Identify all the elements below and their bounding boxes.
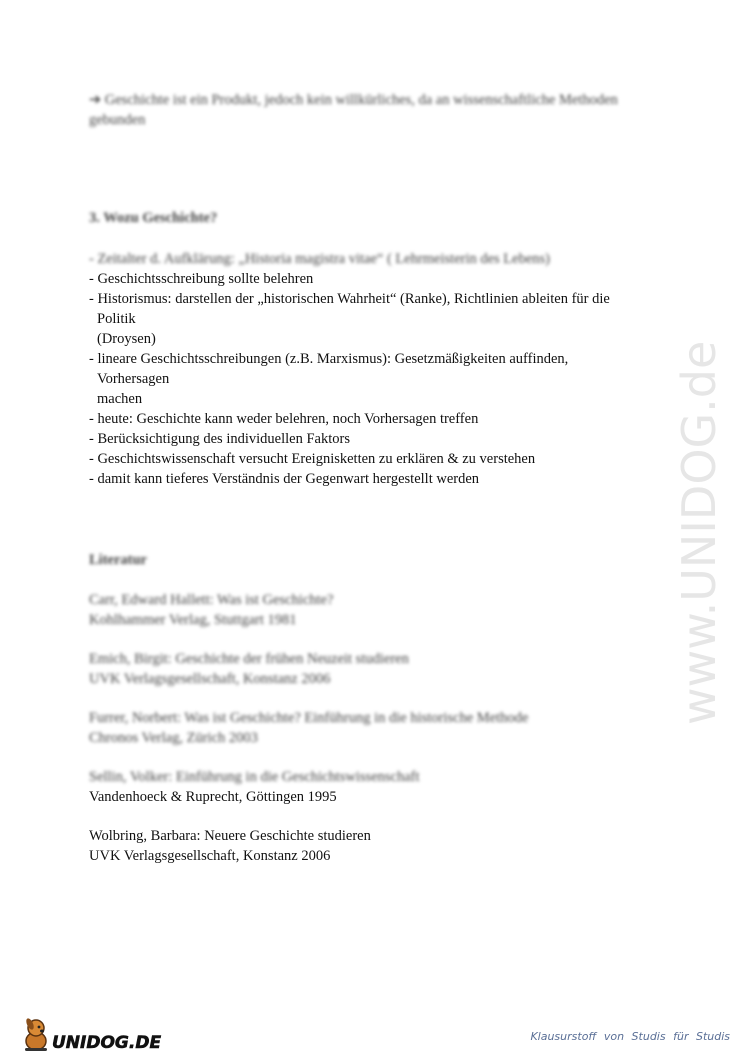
list-item: - Berücksichtigung des individuellen Faktors xyxy=(89,431,350,447)
list-item-continuation: machen xyxy=(97,391,143,407)
watermark-text: www.UNIDOG.de xyxy=(672,340,726,725)
reference-item: Furrer, Norbert: Was ist Geschichte? Einführung in die historische Methode Chronos Verlag, Zürich 2003 xyxy=(89,710,529,746)
list-item: - heute: Geschichte kann weder belehren, noch Vorhersagen treffen xyxy=(89,411,479,427)
logo-text: UNIDOG.DE xyxy=(52,1033,162,1053)
logo-graphic xyxy=(22,1015,162,1055)
watermark xyxy=(640,270,750,740)
list-item: - Geschichtswissenschaft versucht Ereignisketten zu erklären & zu verstehen xyxy=(89,451,536,467)
list-item-continuation: (Droysen) xyxy=(97,331,156,347)
list-item: - lineare Geschichtsschreibungen (z.B. Marxismus): Gesetzmäßigkeiten auffinden, xyxy=(89,351,569,367)
bullet-list xyxy=(89,269,689,489)
reference-item: Sellin, Volker: Einführung in die Geschichtswissenschaft Vandenhoeck & Ruprecht, Göttingen 1995 xyxy=(89,769,420,805)
list-item: - Geschichtsschreibung sollte belehren xyxy=(89,271,314,287)
dog-icon xyxy=(25,1017,47,1051)
reference-item: Wolbring, Barbara: Neuere Geschichte studieren UVK Verlagsgesellschaft, Konstanz 2006 xyxy=(89,828,371,864)
list-item: - damit kann tieferes Verständnis der Gegenwart hergestellt werden xyxy=(89,471,480,487)
footer-tagline: Klausurstoff von Studis für Studis xyxy=(530,1030,730,1043)
section-heading: 3. Wozu Geschichte? xyxy=(89,210,218,226)
intro-line-2: gebunden xyxy=(89,112,146,128)
list-item: - Historismus: darstellen der „historischen Wahrheit“ (Ranke), Richtlinien ableiten für die xyxy=(89,291,610,307)
list-item-continuation: Politik xyxy=(97,311,136,327)
reference-item: Carr, Edward Hallett: Was ist Geschichte? Kohlhammer Verlag, Stuttgart 1981 xyxy=(89,592,334,628)
list-item-continuation: Vorhersagen xyxy=(97,371,170,387)
unidog-logo xyxy=(22,1015,162,1055)
reference-item: Emich, Birgit: Geschichte der frühen Neuzeit studieren UVK Verlagsgesellschaft, Konstanz 2006 xyxy=(89,651,409,687)
intro-line-1: ➔ Geschichte ist ein Produkt, jedoch kein willkürliches, da an wissenschaftliche Methoden xyxy=(89,92,618,108)
reference-list xyxy=(89,590,528,885)
blurred-bullet: - Zeitalter d. Aufklärung: „Historia magistra vitae“ ( Lehrmeisterin des Lebens) xyxy=(89,251,551,267)
literature-heading: Literatur xyxy=(89,552,147,568)
intro-paragraph xyxy=(89,90,649,130)
